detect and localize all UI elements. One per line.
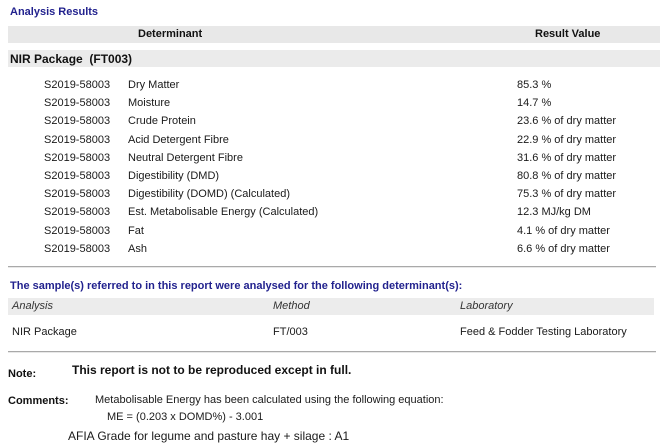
determinant-name: Neutral Detergent Fibre	[128, 151, 243, 164]
page-title: Analysis Results	[10, 6, 99, 18]
analysis-name: NIR Package	[12, 326, 77, 338]
results-table-header	[8, 26, 660, 43]
column-header-result-value: Result Value	[535, 28, 601, 40]
determinants-intro: The sample(s) referred to in this report were analysed for the following determinant(s):	[10, 280, 463, 292]
result-value: 80.8 % of dry matter	[517, 170, 617, 183]
sample-id: S2019-58003	[44, 79, 111, 92]
determinant-name: Fat	[128, 224, 144, 237]
table-row	[0, 185, 660, 203]
section-divider	[8, 266, 656, 268]
comments-label: Comments:	[8, 395, 69, 407]
sample-id: S2019-58003	[44, 170, 111, 183]
table-row	[0, 149, 660, 167]
result-value: 22.9 % of dry matter	[517, 133, 617, 146]
column-header-analysis: Analysis	[12, 300, 53, 312]
result-value: 31.6 % of dry matter	[517, 151, 617, 164]
table-row	[0, 167, 660, 185]
sample-id: S2019-58003	[44, 133, 111, 146]
sample-id: S2019-58003	[44, 115, 111, 128]
result-value: 12.3 MJ/kg DM	[517, 206, 591, 219]
determinant-name: Digestibility (DOMD) (Calculated)	[128, 188, 290, 201]
sample-id: S2019-58003	[44, 151, 111, 164]
column-header-laboratory: Laboratory	[460, 300, 513, 312]
determinant-name: Digestibility (DMD)	[128, 170, 220, 183]
sample-id: S2019-58003	[44, 206, 111, 219]
determinant-name: Moisture	[128, 97, 171, 110]
table-row	[0, 222, 660, 240]
section-divider	[8, 351, 656, 353]
table-row	[0, 76, 660, 94]
note-text: This report is not to be reproduced except in full.	[72, 363, 352, 377]
table-row	[0, 203, 660, 221]
determinants-table-header	[8, 298, 654, 315]
comments-equation: ME = (0.203 x DOMD%) - 3.001	[107, 411, 264, 423]
result-value: 14.7 %	[517, 97, 552, 110]
result-value: 23.6 % of dry matter	[517, 115, 617, 128]
result-value: 4.1 % of dry matter	[517, 224, 610, 237]
results-rows	[0, 76, 660, 258]
method-code: FT/003	[273, 326, 308, 338]
result-value: 75.3 % of dry matter	[517, 188, 617, 201]
table-row	[0, 131, 660, 149]
table-row	[0, 240, 660, 258]
comments-line1: Metabolisable Energy has been calculated using the following equation:	[95, 394, 444, 406]
table-row	[0, 94, 660, 112]
determinant-name: Acid Detergent Fibre	[128, 133, 229, 146]
column-header-method: Method	[273, 300, 310, 312]
laboratory-name: Feed & Fodder Testing Laboratory	[460, 326, 627, 338]
determinant-name: Ash	[128, 242, 147, 255]
sample-id: S2019-58003	[44, 224, 111, 237]
table-row	[0, 112, 660, 130]
sample-id: S2019-58003	[44, 97, 111, 110]
determinant-name: Est. Metabolisable Energy (Calculated)	[128, 206, 319, 219]
group-header-label: NIR Package (FT003)	[10, 52, 133, 66]
group-header-bar	[8, 50, 660, 67]
note-label: Note:	[8, 368, 37, 380]
determinant-name: Crude Protein	[128, 115, 196, 128]
sample-id: S2019-58003	[44, 188, 111, 201]
comments-afia-grade: AFIA Grade for legume and pasture hay + silage : A1	[68, 429, 350, 443]
sample-id: S2019-58003	[44, 242, 111, 255]
note-row	[8, 364, 660, 382]
result-value: 6.6 % of dry matter	[517, 242, 610, 255]
determinant-row	[0, 322, 660, 340]
determinants-rows	[0, 322, 660, 340]
determinant-name: Dry Matter	[128, 79, 180, 92]
result-value: 85.3 %	[517, 79, 552, 92]
column-header-determinant: Determinant	[138, 28, 203, 40]
